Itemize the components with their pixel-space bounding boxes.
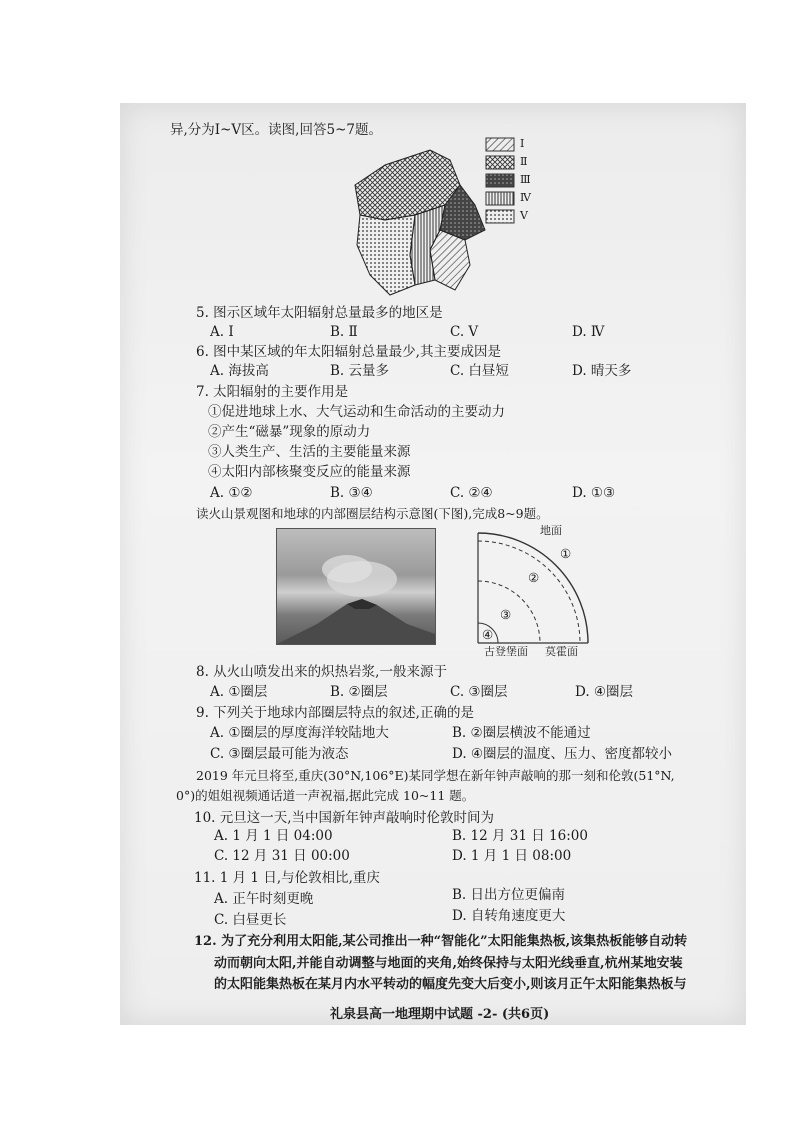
- q6-option-a[interactable]: A. 海拔高: [210, 363, 269, 379]
- layers-label-gutenberg: 古登堡面: [484, 645, 528, 658]
- intro-8-9: 读火山景观图和地球的内部圈层结构示意图(下图),完成8~9题。: [196, 506, 549, 521]
- q10-option-a[interactable]: A. 1 月 1 日 04:00: [214, 828, 333, 844]
- q9-option-b[interactable]: B. ②圈层横波不能通过: [452, 725, 591, 741]
- q9-option-a[interactable]: A. ①圈层的厚度海洋较陆地大: [210, 725, 389, 741]
- legend-label-2: Ⅱ: [520, 155, 528, 168]
- layers-label-2: ②: [528, 570, 540, 585]
- q5-option-b[interactable]: B. Ⅱ: [330, 324, 358, 340]
- q12-line1: 12. 为了充分利用太阳能,某公司推出一种“智能化”太阳能集热板,该集热板能够自动转: [194, 934, 688, 949]
- q9-option-d[interactable]: D. ④圈层的温度、压力、密度都较小: [452, 746, 673, 762]
- q9-stem: 9. 下列关于地球内部圈层特点的叙述,正确的是: [196, 705, 474, 721]
- layers-label-1: ①: [560, 546, 572, 561]
- q7-item-2: ②产生“磁暴”现象的原动力: [208, 424, 371, 440]
- q10-stem: 10. 元旦这一天,当中国新年钟声敲响时伦敦时间为: [194, 810, 495, 826]
- region-5: [357, 215, 415, 295]
- q10-option-c[interactable]: C. 12 月 31 日 00:00: [214, 848, 350, 864]
- q11-stem: 11. 1 月 1 日,与伦敦相比,重庆: [194, 870, 380, 886]
- legend-label-5: Ⅴ: [520, 209, 528, 222]
- q7-option-a[interactable]: A. ①②: [210, 485, 253, 501]
- layers-label-surface: 地面: [540, 524, 562, 537]
- q11-option-c[interactable]: C. 白昼更长: [214, 912, 287, 928]
- intro-10-11-line2: 0°)的姐姐视频通话道一声祝福,据此完成 10~11 题。: [176, 788, 475, 803]
- intro-5-7: 异,分为Ⅰ~Ⅴ区。读图,回答5~7题。: [170, 122, 382, 138]
- q7-item-1: ①促进地球上水、大气运动和生命活动的主要动力: [208, 404, 505, 420]
- legend-label-1: Ⅰ: [520, 137, 525, 150]
- q8-option-a[interactable]: A. ①圈层: [210, 684, 268, 700]
- intro-10-11-line1: 2019 年元旦将至,重庆(30°N,106°E)某同学想在新年钟声敲响的那一刻和伦敦(51°N,: [196, 768, 675, 783]
- q7-item-3: ③人类生产、生活的主要能量来源: [208, 444, 411, 460]
- layers-label-3: ③: [500, 607, 512, 622]
- q5-option-a[interactable]: A. Ⅰ: [210, 324, 234, 340]
- q8-option-d[interactable]: D. ④圈层: [575, 684, 634, 700]
- q8-option-b[interactable]: B. ②圈层: [330, 684, 388, 700]
- q6-option-b[interactable]: B. 云量多: [330, 363, 390, 379]
- layers-label-moho: 莫霍面: [545, 645, 578, 658]
- volcano-photo: [276, 528, 436, 645]
- q12-line3: 的太阳能集热板在某月内水平转动的幅度先变大后变小,则该月正午太阳能集热板与: [214, 977, 687, 992]
- q8-stem: 8. 从火山喷发出来的炽热岩浆,一般来源于: [196, 664, 447, 680]
- q5-option-c[interactable]: C. Ⅴ: [450, 324, 479, 340]
- q6-stem: 6. 图中某区域的年太阳辐射总量最少,其主要成因是: [196, 344, 501, 360]
- q6-option-c[interactable]: C. 白昼短: [450, 363, 509, 379]
- q7-item-4: ④太阳内部核聚变反应的能量来源: [208, 464, 411, 480]
- q5-stem: 5. 图示区域年太阳辐射总量最多的地区是: [196, 305, 443, 321]
- q9-option-c[interactable]: C. ③圈层最可能为液态: [210, 746, 349, 762]
- q10-option-b[interactable]: B. 12 月 31 日 16:00: [452, 828, 588, 844]
- page-footer: 礼泉县高一地理期中试题 -2- (共6页): [330, 1007, 550, 1022]
- q11-option-d[interactable]: D. 自转角速度更大: [452, 908, 566, 924]
- q7-option-d[interactable]: D. ①③: [572, 485, 616, 501]
- q11-option-a[interactable]: A. 正午时刻更晚: [214, 891, 314, 907]
- q7-option-b[interactable]: B. ③④: [330, 485, 373, 501]
- q7-option-c[interactable]: C. ②④: [450, 485, 493, 501]
- q7-stem: 7. 太阳辐射的主要作用是: [196, 384, 349, 400]
- q8-option-c[interactable]: C. ③圈层: [450, 684, 508, 700]
- layers-label-4: ④: [482, 627, 494, 642]
- legend-swatches: [485, 137, 515, 227]
- q12-line2: 动而朝向太阳,并能自动调整与地面的夹角,始终保持与太阳光线垂直,杭州某地安装: [214, 956, 683, 971]
- legend-label-4: Ⅳ: [520, 191, 531, 204]
- q6-option-d[interactable]: D. 晴天多: [572, 363, 632, 379]
- solar-radiation-map: [345, 145, 495, 300]
- legend-label-3: Ⅲ: [520, 173, 531, 186]
- q11-option-b[interactable]: B. 日出方位更偏南: [452, 887, 566, 903]
- q5-option-d[interactable]: D. Ⅳ: [572, 324, 605, 340]
- q10-option-d[interactable]: D. 1 月 1 日 08:00: [452, 848, 572, 864]
